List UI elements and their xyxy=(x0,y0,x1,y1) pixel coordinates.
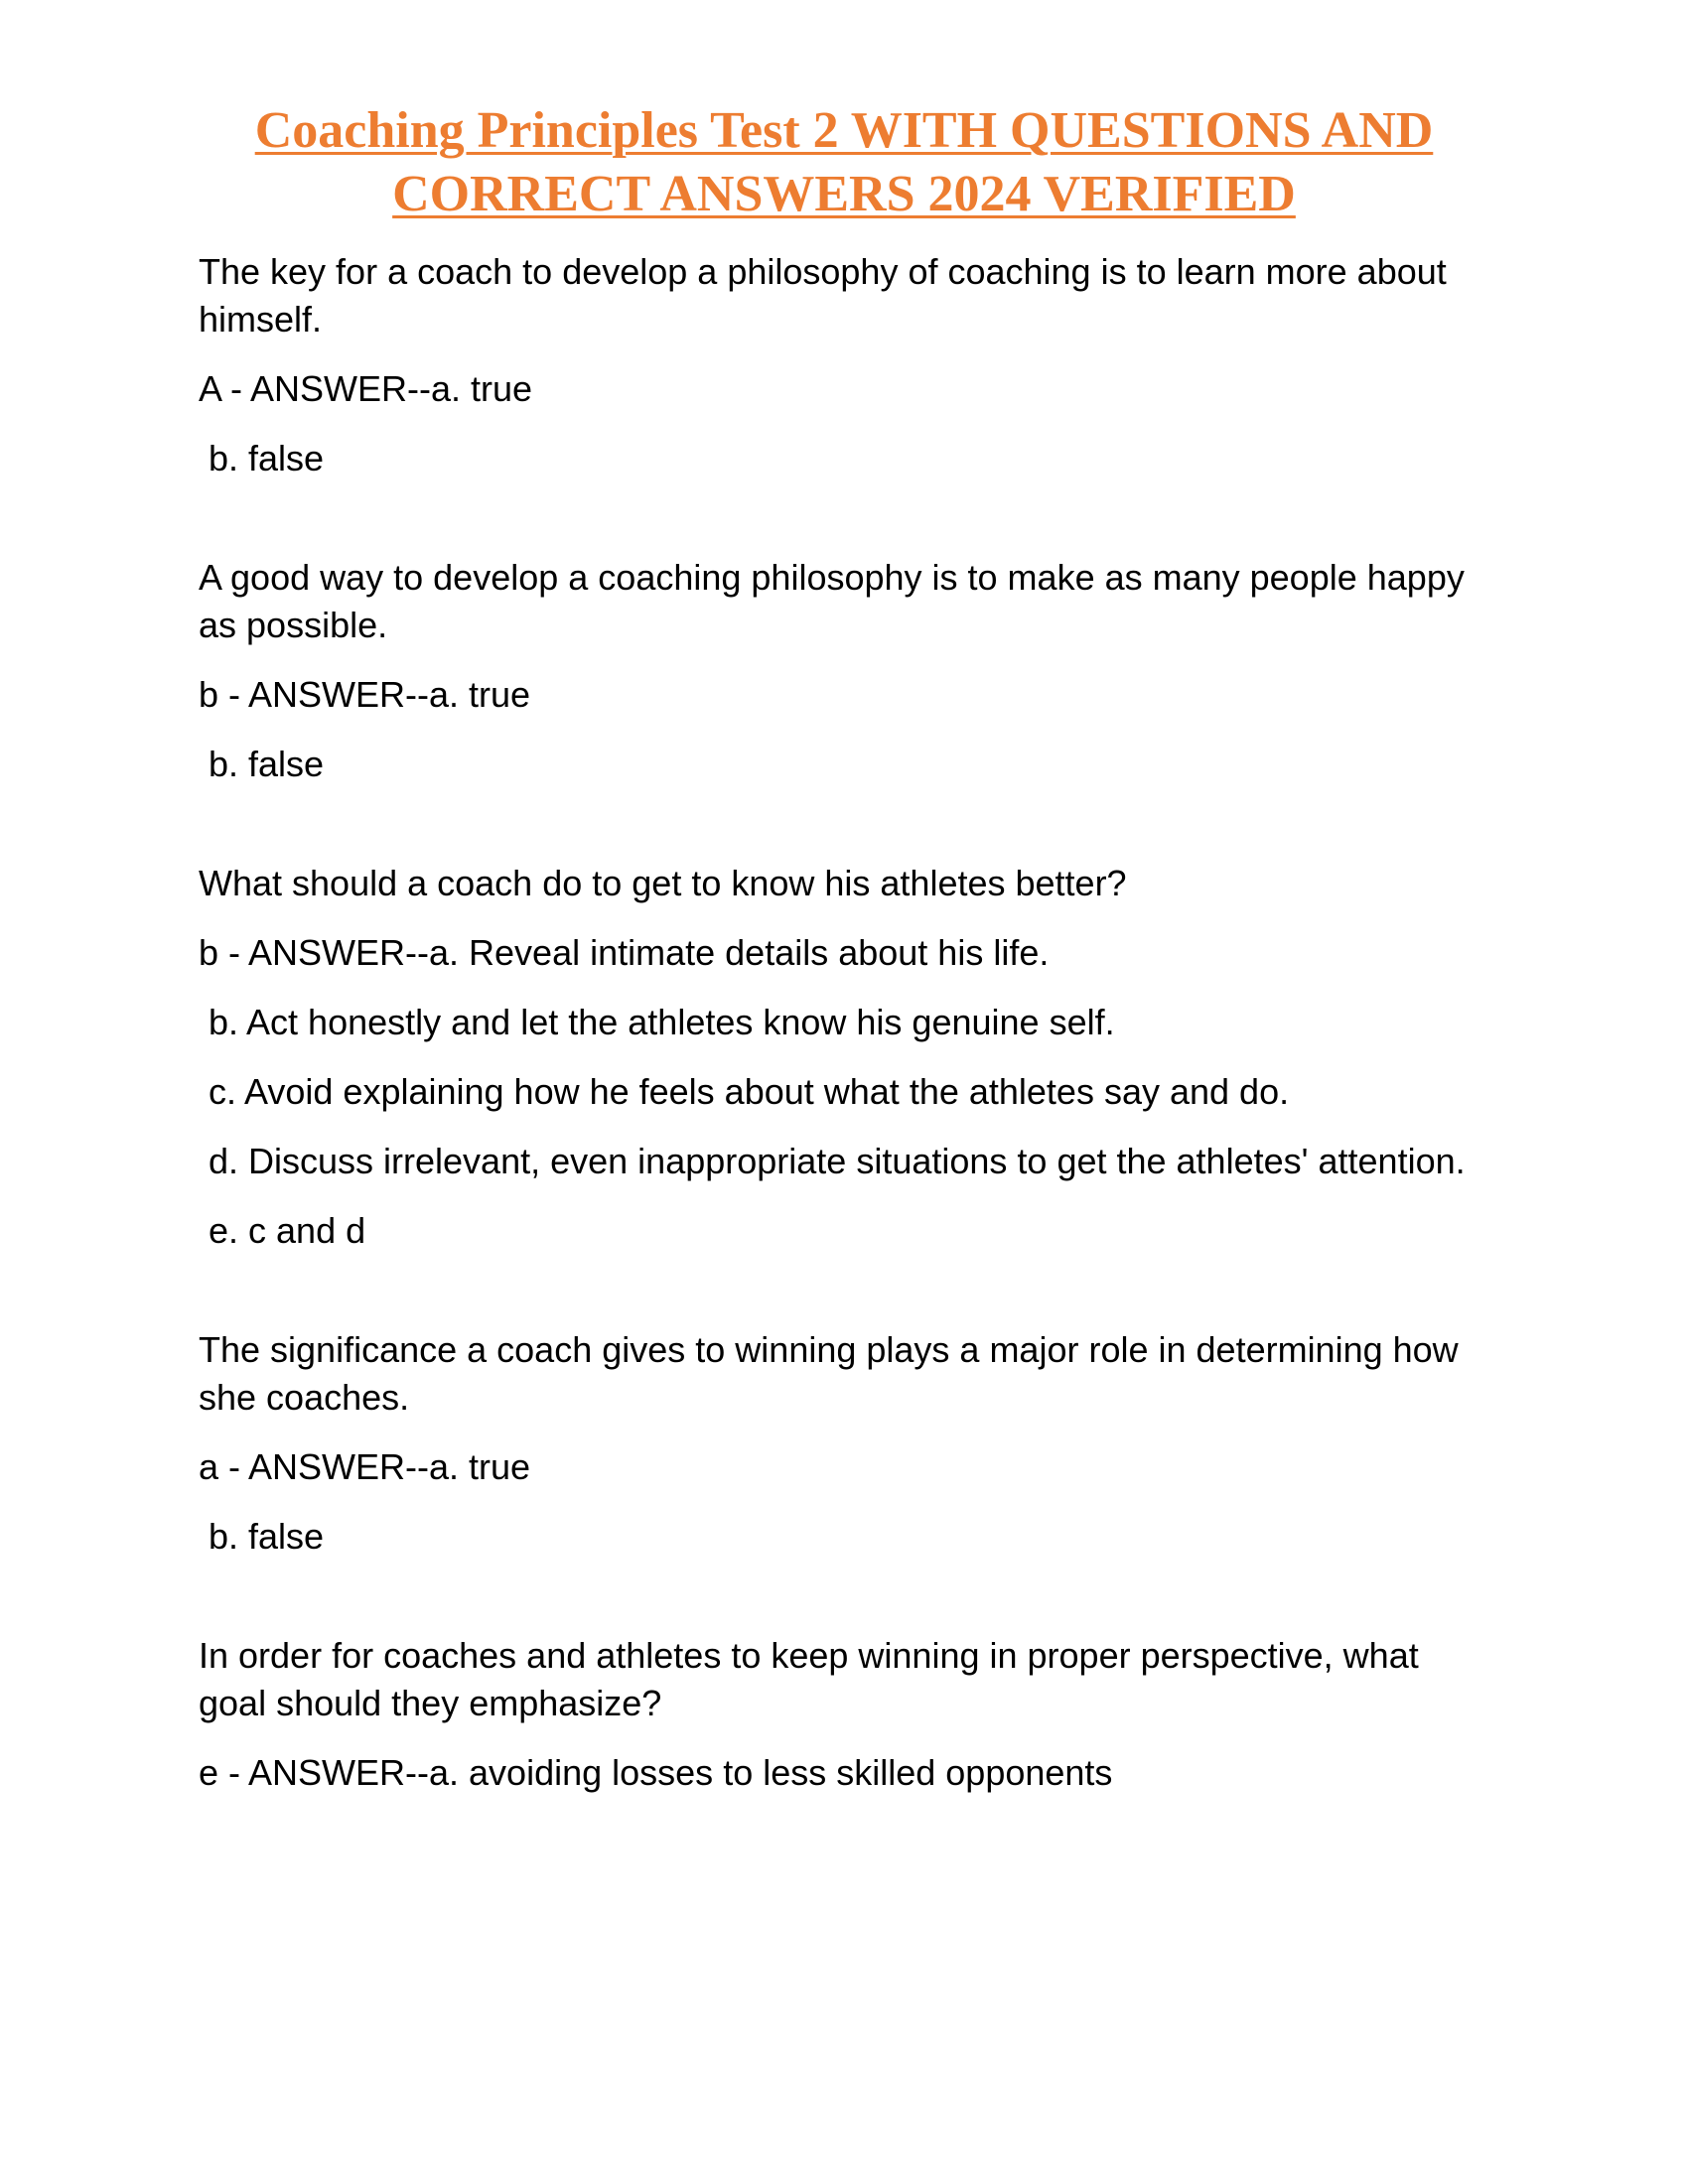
document-page xyxy=(199,99,1489,1819)
question-text: The significance a coach gives to winning plays a major role in determining how she coaches. xyxy=(199,1329,1459,1418)
option-b: b. false xyxy=(209,1516,325,1557)
question-block-4 xyxy=(199,1326,1489,1561)
answer-line: b - ANSWER--a. Reveal intimate details about his life. xyxy=(199,932,1050,973)
question-block-5 xyxy=(199,1632,1489,1797)
option-b: b. false xyxy=(209,744,325,784)
question-text: What should a coach do to get to know his athletes better? xyxy=(199,863,1127,903)
question-block-1 xyxy=(199,248,1489,482)
answer-line: b - ANSWER--a. true xyxy=(199,674,531,715)
option-d: d. Discuss irrelevant, even inappropriate situations to get the athletes' attention. xyxy=(209,1141,1466,1181)
option-b: b. Act honestly and let the athletes know his genuine self. xyxy=(209,1002,1115,1042)
option-e: e. c and d xyxy=(209,1210,366,1251)
option-c: c. Avoid explaining how he feels about what the athletes say and do. xyxy=(209,1071,1290,1112)
question-list xyxy=(199,248,1489,1797)
question-text: In order for coaches and athletes to keep winning in proper perspective, what goal should they emphasize? xyxy=(199,1635,1419,1723)
answer-line: a - ANSWER--a. true xyxy=(199,1446,531,1487)
question-text: A good way to develop a coaching philosophy is to make as many people happy as possible. xyxy=(199,557,1465,645)
document-title: Coaching Principles Test 2 WITH QUESTIONS AND CORRECT ANSWERS 2024 VERIFIED xyxy=(254,102,1434,222)
answer-line: A - ANSWER--a. true xyxy=(199,368,533,409)
answer-line: e - ANSWER--a. avoiding losses to less skilled opponents xyxy=(199,1752,1113,1793)
question-block-3 xyxy=(199,860,1489,1255)
question-text: The key for a coach to develop a philosophy of coaching is to learn more about himself. xyxy=(199,251,1447,340)
option-b: b. false xyxy=(209,438,325,478)
question-block-2 xyxy=(199,554,1489,788)
